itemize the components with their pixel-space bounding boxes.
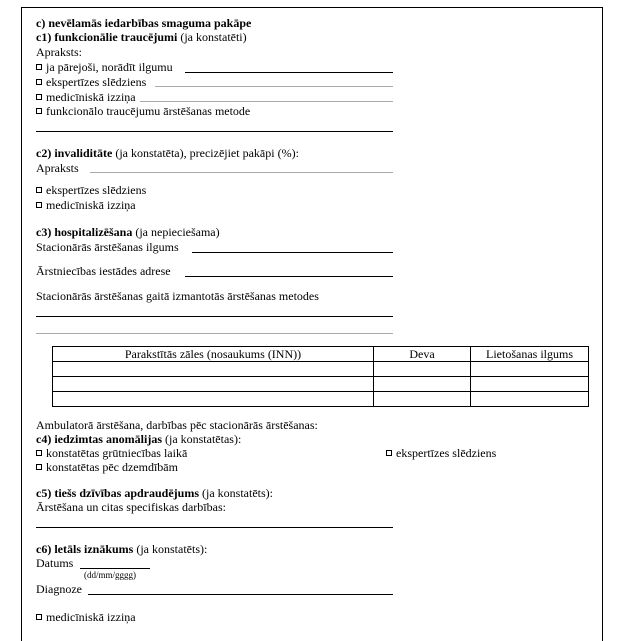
c4-heading-rest: (ja konstatētas):: [161, 432, 242, 446]
c1-option-method[interactable]: [36, 104, 250, 118]
c6-diagnosis-field[interactable]: [88, 594, 393, 595]
checkbox-icon[interactable]: [36, 614, 42, 620]
c1-option-expertise-label: ekspertīzes slēdziens: [46, 75, 147, 89]
checkbox-icon[interactable]: [386, 450, 392, 456]
c1-option-expertise[interactable]: [36, 75, 146, 89]
checkbox-icon[interactable]: [36, 202, 42, 208]
table-cell[interactable]: [53, 392, 374, 407]
c1-option-transient-label: ja pārejoši, norādīt ilgumu: [46, 60, 173, 74]
c2-option-expertise[interactable]: [36, 183, 146, 197]
c2-option-certificate[interactable]: [36, 198, 136, 212]
c3-duration-label: Stacionārās ārstēšanas ilgums: [36, 240, 179, 254]
c2-heading-bold: c2) invaliditāte: [36, 146, 113, 160]
c1-option-certificate[interactable]: [36, 90, 136, 104]
c6-heading-rest: (ja konstatēts):: [133, 542, 208, 556]
c4-option-expertise-label: ekspertīzes slēdziens: [396, 446, 497, 460]
ambulatory-label: Ambulatorā ārstēšana, darbības pēc stacionārās ārstēšanas:: [36, 418, 318, 432]
c6-heading: [36, 542, 207, 556]
c6-option-certificate[interactable]: [36, 610, 136, 624]
table-cell[interactable]: [374, 362, 471, 377]
c1-certificate-field[interactable]: [140, 101, 393, 102]
c3-heading-bold: c3) hospitalizēšana: [36, 225, 133, 239]
c3-heading-rest: (ja nepieciešama): [132, 225, 220, 239]
header-usage-duration: Lietošanas ilgums: [471, 347, 589, 362]
c4-option-after-birth-label: konstatētas pēc dzemdībām: [46, 460, 178, 474]
table-cell[interactable]: [471, 377, 589, 392]
c4-heading: [36, 432, 241, 446]
medication-table: [52, 346, 589, 407]
c2-heading: [36, 146, 299, 160]
c4-option-pregnancy-label: konstatētas grūtniecības laikā: [46, 446, 188, 460]
c6-option-certificate-label: medicīniskā izziņa: [46, 610, 136, 624]
c1-duration-field[interactable]: [185, 72, 393, 73]
c2-option-expertise-label: ekspertīzes slēdziens: [46, 183, 147, 197]
c3-heading: [36, 225, 220, 239]
c2-heading-rest: (ja konstatēta), precizējiet pakāpi (%):: [112, 146, 299, 160]
c1-option-method-label: funkcionālo traucējumu ārstēšanas metode: [46, 104, 251, 118]
c6-diagnosis-label: Diagnoze: [36, 582, 82, 596]
c4-heading-bold: c4) iedzimtas anomālijas: [36, 432, 162, 446]
table-row[interactable]: [53, 392, 589, 407]
table-cell[interactable]: [53, 362, 374, 377]
c5-heading-bold: c5) tiešs dzīvības apdraudējums: [36, 486, 200, 500]
c6-date-field[interactable]: [80, 568, 150, 569]
c3-methods-field-2[interactable]: [36, 333, 393, 334]
c5-treatment-label: Ārstēšana un citas specifiskas darbības:: [36, 500, 226, 514]
c6-date-label: Datums: [36, 556, 74, 570]
c3-methods-label: Stacionārās ārstēšanas gaitā izmantotās ārstēšanas metodes: [36, 289, 319, 303]
table-cell[interactable]: [471, 392, 589, 407]
c1-option-transient[interactable]: [36, 60, 173, 74]
c1-option-certificate-label: medicīniskā izziņa: [46, 90, 136, 104]
section-c-title: c) nevēlamās iedarbības smaguma pakāpe: [36, 16, 252, 30]
c1-heading-rest: (ja konstatēti): [177, 30, 247, 44]
c4-option-pregnancy[interactable]: [36, 446, 187, 460]
c4-option-after-birth[interactable]: [36, 460, 178, 474]
c1-expertise-field[interactable]: [155, 86, 393, 87]
c5-treatment-field[interactable]: [36, 527, 393, 528]
checkbox-icon[interactable]: [36, 464, 42, 470]
c2-description-field[interactable]: [90, 172, 393, 173]
c3-address-field[interactable]: [185, 276, 393, 277]
c3-address-label: Ārstniecības iestādes adrese: [36, 264, 171, 278]
header-dose: Deva: [374, 347, 471, 362]
header-medicine: Parakstītās zāles (nosaukums (INN)): [53, 347, 374, 362]
checkbox-icon[interactable]: [36, 64, 42, 70]
c6-heading-bold: c6) letāls iznākums: [36, 542, 134, 556]
table-cell[interactable]: [374, 392, 471, 407]
c5-heading: [36, 486, 273, 500]
c1-description-label: Apraksts:: [36, 45, 82, 59]
c5-heading-rest: (ja konstatēts):: [199, 486, 273, 500]
c2-option-certificate-label: medicīniskā izziņa: [46, 198, 136, 212]
c3-methods-field-1[interactable]: [36, 316, 393, 317]
c2-description-label: Apraksts: [36, 161, 79, 175]
c6-date-format: (dd/mm/gggg): [84, 570, 136, 580]
table-row[interactable]: [53, 377, 589, 392]
table-cell[interactable]: [471, 362, 589, 377]
c1-heading-bold: c1) funkcionālie traucējumi: [36, 30, 178, 44]
checkbox-icon[interactable]: [36, 79, 42, 85]
table-header-row: [53, 347, 589, 362]
c3-duration-field[interactable]: [192, 252, 393, 253]
checkbox-icon[interactable]: [36, 450, 42, 456]
table-cell[interactable]: [53, 377, 374, 392]
checkbox-icon[interactable]: [36, 108, 42, 114]
c4-option-expertise[interactable]: [386, 446, 496, 460]
c1-method-field[interactable]: [36, 131, 393, 132]
checkbox-icon[interactable]: [36, 187, 42, 193]
c1-heading: [36, 30, 247, 44]
table-cell[interactable]: [374, 377, 471, 392]
table-row[interactable]: [53, 362, 589, 377]
checkbox-icon[interactable]: [36, 94, 42, 100]
